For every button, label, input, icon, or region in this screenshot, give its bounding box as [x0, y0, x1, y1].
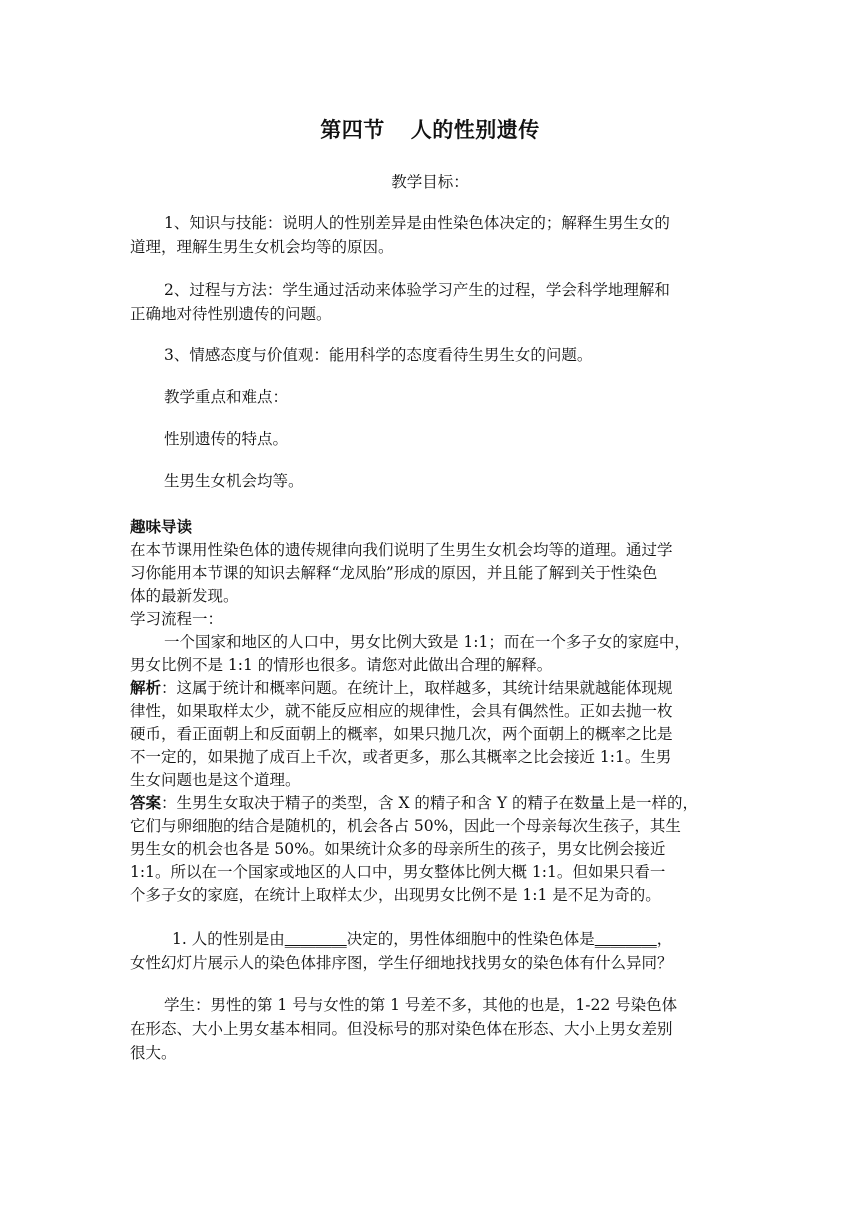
question-line-1: 一个国家和地区的人口中，男女比例大致是 1:1；而在一个多子女的家庭中， [164, 633, 690, 651]
exercise-text-1: 1. 人的性别是由 [172, 930, 285, 948]
objective-2-line-1: 2、过程与方法：学生通过活动来体验学习产生的过程，学会科学地理解和 [164, 281, 670, 299]
fill-blank-2: ________ [594, 930, 657, 948]
objective-2-line-2: 正确地对待性别遗传的问题。 [130, 305, 332, 323]
answer-text-1: ：生男生女取决于精子的类型，含 X 的精子和含 Y 的精子在数量上是一样的， [161, 794, 698, 812]
objectives-heading: 教学目标： [391, 173, 469, 191]
student-line-3: 很大。 [130, 1044, 177, 1062]
objective-1-line-1: 1、知识与技能：说明人的性别差异是由性染色体决定的；解释生男生女的 [164, 214, 670, 232]
objective-1-line-2: 道理，理解生男生女机会均等的原因。 [130, 238, 394, 256]
answer-line-5: 个多子女的家庭，在统计上取样太少，出现男女比例不是 1:1 是不足为奇的。 [130, 886, 661, 904]
answer-line-2: 它们与卵细胞的结合是随机的，机会各占 50%，因此一个母亲每次生孩子，其生 [130, 817, 681, 835]
exercise-text-2: 决定的，男性体细胞中的性染色体是 [346, 930, 595, 948]
answer-line-3: 男生女的机会也各是 50%。如果统计众多的母亲所生的孩子，男女比例会接近 [130, 840, 666, 858]
analysis-line-5: 生女问题也是这个道理。 [130, 771, 301, 789]
answer-line-1 [130, 791, 698, 815]
fill-blank-1: ________ [284, 930, 347, 948]
key-point-1: 性别遗传的特点。 [164, 430, 289, 448]
title-section-number: 第四节 [320, 117, 385, 142]
analysis-line-3: 硬币，看正面朝上和反面朝上的概率，如果只抛几次，两个面朝上的概率之比是 [130, 725, 673, 743]
exercise-text-3: ， [656, 930, 673, 948]
key-points-heading: 教学重点和难点： [164, 388, 289, 406]
analysis-line-4: 不一定的，如果抛了成百上千次，或者更多，那么其概率之比会接近 1:1。生男 [130, 748, 672, 766]
student-line-1: 学生：男性的第 1 号与女性的第 1 号差不多，其他的也是，1-22 号染色体 [164, 996, 678, 1014]
answer-label: 答案 [130, 793, 162, 812]
title-topic: 人的性别遗传 [410, 117, 540, 142]
reading-line-2: 习你能用本节课的知识去解释“龙凤胎”形成的原因，并且能了解到关于性染色 [130, 564, 658, 582]
page-title [0, 114, 860, 144]
reading-heading: 趣味导读 [130, 517, 193, 536]
reading-line-3: 体的最新发现。 [130, 587, 239, 605]
reading-line-1: 在本节课用性染色体的遗传规律向我们说明了生男生女机会均等的道理。通过学 [130, 541, 673, 559]
analysis-line-1 [130, 676, 673, 700]
question-line-2: 男女比例不是 1:1 的情形也很多。请您对此做出合理的解释。 [130, 656, 553, 674]
exercise-line-2: 女性幻灯片展示人的染色体排序图，学生仔细地找找男女的染色体有什么异同？ [130, 954, 673, 972]
objective-3: 3、情感态度与价值观：能用科学的态度看待生男生女的问题。 [164, 346, 593, 364]
analysis-line-2: 律性，如果取样太少，就不能反应相应的规律性，会具有偶然性。正如去抛一枚 [130, 702, 673, 720]
key-point-2: 生男生女机会均等。 [164, 472, 304, 490]
student-line-2: 在形态、大小上男女基本相同。但没标号的那对染色体在形态、大小上男女差别 [130, 1020, 673, 1038]
analysis-text-1: ：这属于统计和概率问题。在统计上，取样越多，其统计结果就越能体现规 [161, 679, 673, 697]
answer-line-4: 1:1。所以在一个国家或地区的人口中，男女整体比例大概 1:1。但如果只看一 [130, 863, 666, 881]
learning-flow-label: 学习流程一： [130, 610, 224, 628]
analysis-label: 解析 [130, 678, 162, 697]
exercise-line-1 [172, 927, 672, 951]
